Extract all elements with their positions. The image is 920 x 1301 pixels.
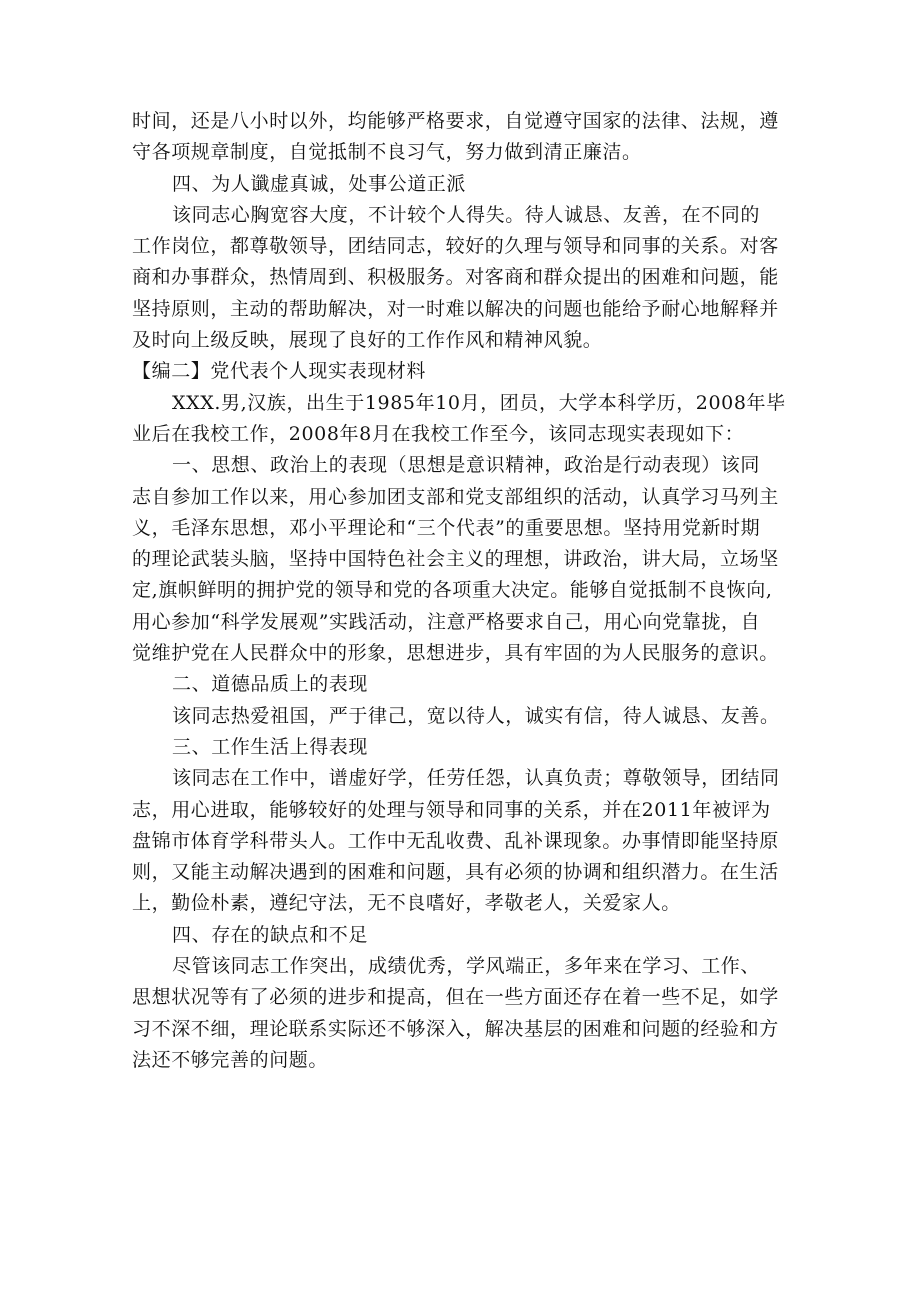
text-line: 义，毛泽东思想，邓小平理论和“三个代表”的重要思想。坚持用党新时期 [132, 516, 761, 539]
text-line: 商和办事群众，热情周到、积极服务。对客商和群众提出的困难和问题，能 [132, 266, 779, 289]
text-line: 一、思想、政治上的表现（思想是意识精神，政治是行动表现）该同 [172, 454, 761, 477]
text-line: 志自参加工作以来，用心参加团支部和党支部组织的活动，认真学习马列主 [132, 485, 779, 508]
text-line: 定,旗帜鲜明的拥护党的领导和党的各项重大决定。能够自觉抵制不良恢向, [132, 579, 773, 602]
text-line: 法还不够完善的问题。 [132, 1048, 329, 1071]
text-line: 工作岗位，都尊敬领导，团结同志，较好的久理与领导和同事的关系。对客 [132, 235, 779, 258]
text-line: 二、道德品质上的表现 [172, 673, 369, 696]
text-line: XXX.男,汉族，出生于1985年10月，团员，大学本科学历，2008年毕 [172, 391, 786, 414]
text-line: 思想状况等有了必须的进步和提高，但在一些方面还存在着一些不足，如学 [132, 986, 779, 1009]
text-line: 守各项规章制度，自觉抵制不良习气，努力做到清正廉洁。 [132, 141, 642, 164]
section-heading: 【编二】党代表个人现实表现材料 [132, 360, 427, 383]
document-body [132, 106, 794, 1076]
text-line: 业后在我校工作，2008年8月在我校工作至今，该同志现实表现如下： [132, 422, 745, 445]
text-line: 的理论武装头脑，坚持中国特色社会主义的理想，讲政治，讲大局，立场坚 [132, 548, 779, 571]
text-line: 三、工作生活上得表现 [172, 735, 369, 758]
text-line: 觉维护党在人民群众中的形象，思想进步，具有牢固的为人民服务的意识。 [132, 642, 779, 665]
text-line: 及时向上级反映，展现了良好的工作作风和精神风貌。 [132, 329, 603, 352]
text-line: 尽管该同志工作突出，成绩优秀，学风端正，多年来在学习、工作、 [172, 955, 761, 978]
text-line: 时间，还是八小时以外，均能够严格要求，自觉遵守国家的法律、法规，遵 [132, 110, 779, 132]
text-line: 上，勤俭朴素，遵纪守法，无不良嗜好，孝敬老人，关爱家人。 [132, 892, 681, 915]
text-line: 用心参加“科学发展观”实践活动，注意严格要求自己，用心向党靠拢，自 [132, 610, 761, 633]
text-line: 四、存在的缺点和不足 [172, 923, 369, 946]
text-line: 该同志热爱祖国，严于律己，宽以待人，诚实有信，待人诚恳、友善。 [172, 704, 780, 727]
text-line: 该同志心胸宽容大度，不计较个人得失。待人诚恳、友善，在不同的 [172, 203, 761, 226]
text-line: 则，又能主动解决遇到的困难和问题，具有必须的协调和组织潜力。在生活 [132, 861, 779, 884]
text-line: 盘锦市体育学科带头人。工作中无乱收费、乱补课现象。办事情即能坚持原 [132, 829, 779, 852]
text-line: 习不深不细，理论联系实际还不够深入，解决基层的困难和问题的经验和方 [132, 1017, 779, 1040]
text-line: 志，用心进取，能够较好的处理与领导和同事的关系，并在2011年被评为 [132, 798, 771, 821]
text-line: 坚持原则，主动的帮助解决，对一时难以解决的问题也能给予耐心地解释并 [132, 297, 779, 320]
text-line: 该同志在工作中，谱虚好学，任劳任怨，认真负责；尊敬领导，团结同 [172, 767, 780, 790]
text-line: 四、为人谶虚真诚，处事公道正派 [172, 172, 467, 195]
